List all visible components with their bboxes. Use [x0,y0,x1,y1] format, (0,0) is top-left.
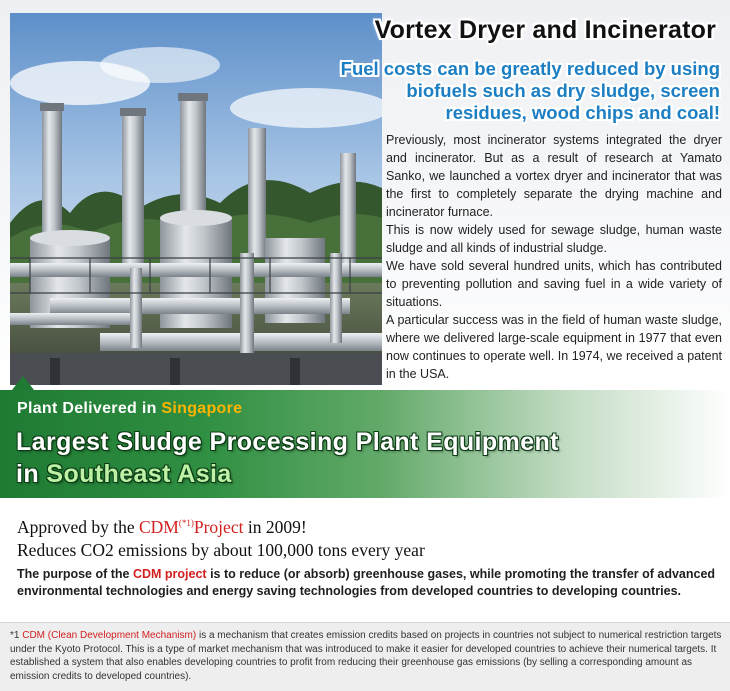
footnote-highlight: CDM (Clean Development Mechanism) [22,630,197,641]
purpose-text [17,566,717,599]
approval-footnote-marker: (*1) [178,518,194,528]
banner-title-line2-text: in [16,460,47,488]
approval-line1-post: in 2009! [243,517,307,537]
body-paragraph: This is now widely used for sewage sludge, human waste sludge and all kinds of industrial sludge. [386,223,722,255]
banner-title-line2 [16,458,559,490]
page-subtitle: Fuel costs can be greatly reduced by using biofuels such as dry sludge, screen residues, wood chips and coal! [340,58,720,123]
body-paragraph: Previously, most incinerator systems integrated the dryer and incinerator. But as a result of research at Yamato Sanko, we launched a vortex dryer and incinerator that was the first to completely separate the drying machine and incinerator furnace. [386,133,722,219]
body-paragraph: We have sold several hundred units, which has contributed to preventing pollution and saving fuel in a wide variety of situations. [386,259,722,309]
approval-heading [17,512,425,562]
pointer-triangle-icon [12,376,34,390]
body-paragraph: A particular success was in the field of human waste sludge, where we delivered large-scale equipment in 1977 that even now continues to operate well. In 1974, we received a patent in the USA. [386,313,722,381]
banner-kicker-highlight: Singapore [161,400,243,417]
footnote-text [10,629,722,683]
footnote-body: is a mechanism that creates emission credits based on projects in countries not subject to numerical restriction targets under the Kyoto Protocol. This is a type of market mechanism that was introduced to make it easier for developed countries to achieve their numerical targets. It established a system that also enables developing countries to profit from reducing their greenhouse gas emissions (by selling a corresponding amount as emission credits to developed countries). [10,630,722,682]
intro-body [386,131,722,383]
purpose-highlight: CDM project [132,567,207,581]
banner-title-line1: Largest Sludge Processing Plant Equipment [16,428,559,456]
approval-line2: Reduces CO2 emissions by about 100,000 tons every year [17,540,425,560]
approval-project: Project [193,517,244,537]
purpose-post: is to reduce (or absorb) greenhouse gases, while promoting the transfer of advanced environmental technologies and energy saving technologies from developed countries to developing countries. [17,567,716,598]
industrial-plant-photo [10,13,382,385]
approval-line1 [17,512,425,539]
approval-cdm: CDM [139,517,179,537]
footnote-box [0,622,730,691]
page-title: Vortex Dryer and Incinerator [374,16,716,44]
banner-kicker [17,400,242,418]
approval-line1-pre: Approved by the [17,517,139,537]
banner-title-highlight: Southeast Asia [46,460,232,488]
banner-kicker-text: Plant Delivered in [17,400,162,417]
footnote-marker: *1 [10,630,23,641]
purpose-pre: The purpose of the [17,567,133,581]
banner-title [16,426,559,490]
